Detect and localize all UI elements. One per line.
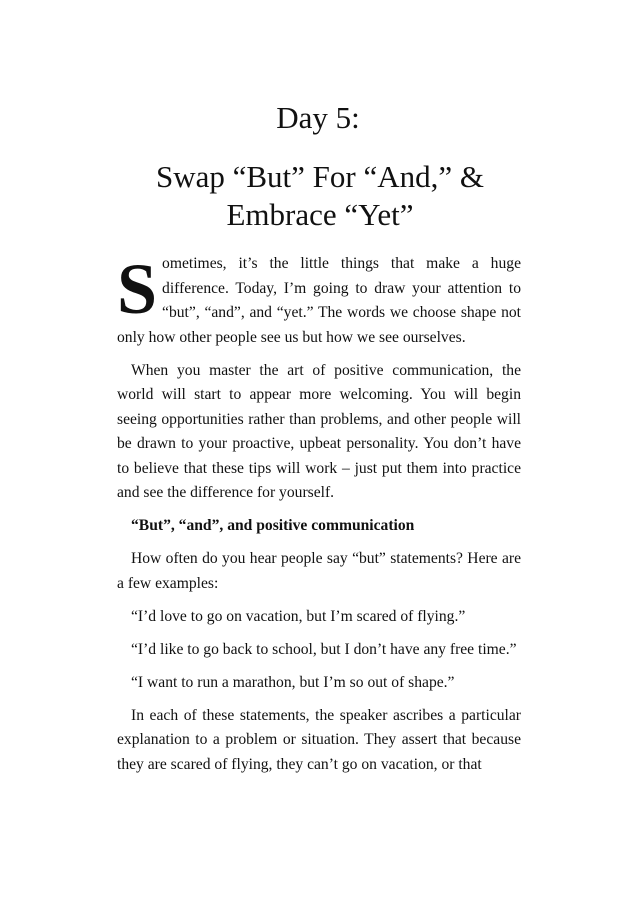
quote-paragraph: “I’d like to go back to school, but I don’t have any free time.” xyxy=(131,640,517,658)
quote-paragraph: “I’d love to go on vacation, but I’m scared of flying.” xyxy=(131,607,466,625)
intro-paragraph xyxy=(117,249,521,350)
chapter-title: Swap “But” For “And,” & Embrace “Yet” xyxy=(155,159,485,232)
body-text xyxy=(117,249,521,786)
drop-cap: S xyxy=(117,249,158,329)
quote-paragraph: “I want to run a marathon, but I’m so out of shape.” xyxy=(131,673,455,691)
paragraph: How often do you hear people say “but” statements? Here are a few examples: xyxy=(117,550,521,592)
intro-text: ometimes, it’s the little things that make a huge difference. Today, I’m going to draw your attention to “but”, “and”, and “yet.” The words we choose shape not only how other people see us but how we see ourselves. xyxy=(117,255,521,346)
section-heading: “But”, “and”, and positive communication xyxy=(131,517,415,534)
paragraph: When you master the art of positive communication, the world will start to appear more welcoming. You will begin seeing opportunities rather than problems, and other people will be drawn to your proactive, upbeat personality. You don’t have to believe that these tips will work – just put them into practice and see the difference for yourself. xyxy=(117,361,521,501)
paragraph: In each of these statements, the speaker ascribes a particular explanation to a problem or situation. They assert that because they are scared of flying, they can’t go on vacation, or that xyxy=(117,706,521,773)
chapter-number: Day 5: xyxy=(276,100,360,135)
